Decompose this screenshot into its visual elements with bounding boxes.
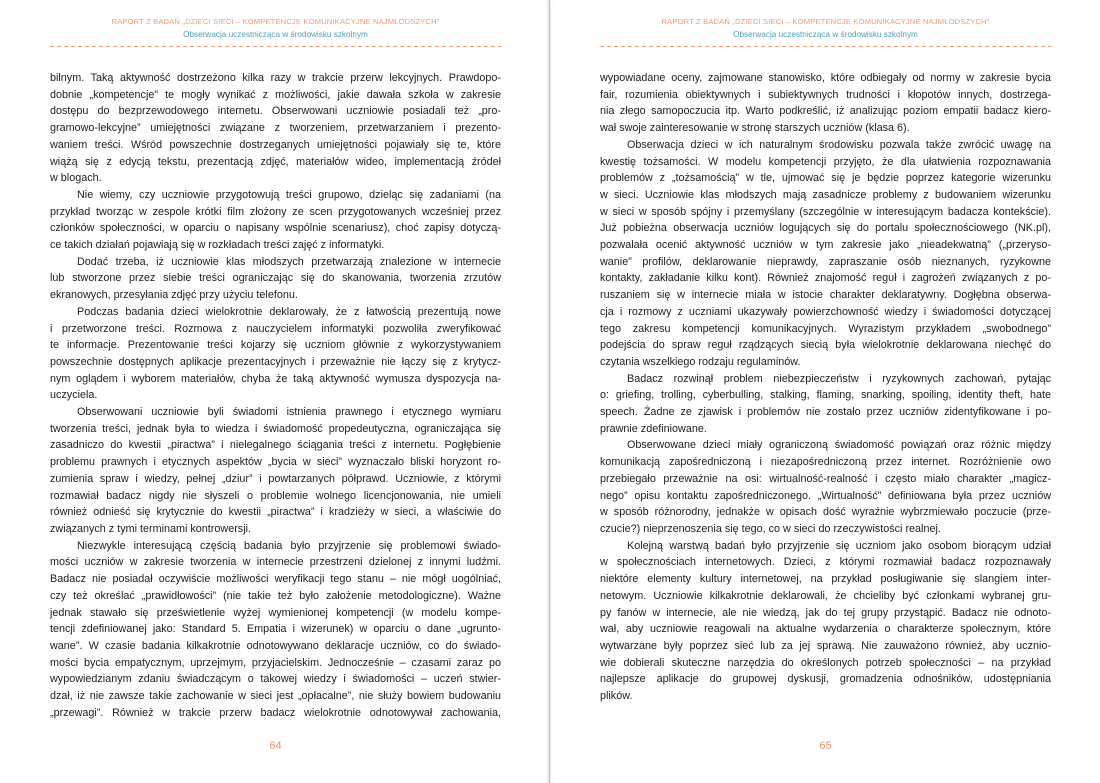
text-line: problemów z „tożsamością” w tle, ujmować się je będzie poprzez kategorie wizerunku [600,172,1051,185]
text-line: Obserwowane dzieci miały ograniczoną świadomość powiązań oraz różnic między [627,439,1051,452]
text-line: rozmawiał badacz nigdy nie słyszeli o problemie wolnego licencjonowania, nie umieli [50,489,501,502]
body-text [50,70,501,721]
text-line: niektóre elementy kultury internetowej, na przykład posługiwanie się slangiem inter- [600,573,1051,586]
text-line: kontakty, zakładanie kilku kont). Również znajomość reguł i zagrożeń związanych z po- [600,272,1051,285]
text-line: mości bycia empatycznym, uprzejmym, przyjacielskim. Jednocześnie – czasami zaraz po [50,656,501,669]
text-line: o: griefing, trolling, cyberbulling, stalking, flaming, snarking, spoiling, identity theft, hate [600,389,1051,402]
text-line: związanych z tymi terminami kontrowersji. [50,522,251,535]
text-line: jednak stawało się prześwietlenie wyżej wymienionej kompetencji (w modelu kompe- [50,606,501,619]
text-line: fair, rozumienia obiektywnych i subiektywnych trudności i kłopotów innych, dostrzega- [600,88,1051,101]
text-line: cja i rozmowy z uczniami ukazywały powierzchowność wiedzy i świadomości dotyczącej [600,305,1051,318]
text-line: komunikacją zapośredniczoną i niezapośredniczoną przez internet. Rozróżnienie owo [600,456,1051,469]
text-line: członków społeczności, w oparciu o napisany wspólnie scenariusz), choć zapisy dotyczą- [50,222,501,235]
text-line: wał, aby uczniowie reagowali na aktualne wydarzenia o charakterze społecznym, które [600,623,1051,636]
paragraph [600,70,1051,137]
text-line: pozwalała ocenić aktywność uczniów w tym zakresie jako „nieadekwatną” („przeryso- [600,239,1051,252]
text-line: wane”. W czasie badania kilkakrotnie odnotowywano deklaracje uczniów, co do świado- [50,639,501,652]
text-line: wał swoje zainteresowanie w stronę starszych uczniów (klasa 6). [600,122,910,135]
text-line: plików. [600,690,633,703]
text-line: czy też określać „prawidłowości” (nie takie też było założenie metodologiczne). Ważne [50,589,501,602]
paragraph [600,538,1051,705]
text-line: Już pobieżna obserwacja uczniów logujących się do portalu społecznościowego (NK.pl), [600,222,1051,235]
text-line: lub stworzone przez siebie treści ograniczając się do skanowania, tworzenia zrzutów [50,272,501,285]
text-line: Obserwowani uczniowie byli świadomi istnienia prawnego i etycznego wymiaru [77,406,501,419]
text-line: najlepsze aplikacje do grupowej dyskusji, gromadzenia odnośników, udostępniania [600,673,1051,686]
running-header-title: RAPORT Z BADAŃ „DZIECI SIECI – KOMPETENCJE KOMUNIKACYJNE NAJMŁODSZYCH” [661,17,990,26]
text-line: w sposób różnorodny, jednakże w opisach dość wyraźnie wybrzmiewało poczucie (prze- [600,506,1051,519]
paragraph [50,254,501,304]
text-line: problemu prawnych i etycznych aspektów „bycia w sieci” wyznaczało bliski horyzont ro- [50,456,501,469]
page-number: 64 [269,740,282,752]
text-line: nia złego samopoczucia itp. Warto podkreślić, iż analizując poziom empatii badacz kiero- [600,105,1051,118]
paragraph [50,70,501,187]
header-dashed-rule [600,46,1051,47]
text-line: ekranowych, przesyłania zdjęć przy użyciu telefonu. [50,289,298,302]
running-header-subtitle: Obserwacja uczestnicząca w środowisku szkolnym [733,30,918,39]
text-line: dzał, iż nie zawsze takie zachowanie w sieci jest „opłacalne”, nie służy bowiem budowaniu [50,690,501,703]
text-line: zasadniczo do kwestii „piractwa” i nielegalnego ściągania treści z internetu. Pogłębienie [50,439,501,452]
text-line: czytania wszelkiego rodzaju regulaminów. [600,355,801,368]
text-line: bilnym. Taką aktywność dostrzeżono kilka razy w trakcie przerw lekcyjnych. Prawdopo- [50,72,501,84]
text-line: ruszaniem się w internecie miała w istocie charakter deklaratywny. Dogłębna obserwa- [600,289,1051,302]
text-line: te informacje. Prezentowanie treści kojarzy się uczniom głównie z wykorzystywaniem [50,339,501,352]
text-line: powszechnie dostępnych aplikacje prezentacyjnych i przeważnie nie łączy się z krytycz- [50,355,501,368]
text-line: Kolejną warstwą badań było przyjrzenie się uczniom jako osobom biorącym udział [627,539,1051,552]
text-line: Nie wiemy, czy uczniowie przygotowują treści grupowo, dzieląc się zadaniami (na [77,188,501,201]
text-line: w sieci. Uczniowie klas młodszych mają zasadnicze problemy z budowaniem wizerunku [600,188,1051,201]
paragraph [50,538,501,722]
page-spine [549,0,550,783]
text-line: dobnie „kompetencje” te mogły wynikać z możliwości, jakie dawała szkoła w zakresie [50,88,501,101]
running-header-title: RAPORT Z BADAŃ „DZIECI SIECI – KOMPETENCJE KOMUNIKACYJNE NAJMŁODSZYCH” [111,17,440,26]
text-line: Podczas badania dzieci wielokrotnie deklarowały, że z łatwością prezentują nowe [77,305,501,318]
text-line: w blogach. [50,172,102,185]
text-line: tego zakresu kompetencji komunikacyjnych. Wyrazistym przykładem „swobodnego” [600,322,1051,335]
text-line: i przetworzone treści. Rozmowa z nauczycielem informatyki pozwoliła zweryfikować [50,322,501,335]
text-line: tencji zdefiniowanej jako: Standard 5. Empatia i wizerunek) w oparciu o dane „ugrunto- [50,623,501,636]
text-line: przebiegało przeważnie na osi: wirtualność-realność i często miało charakter „magicz- [600,472,1051,485]
paragraph [600,437,1051,537]
text-line: w społecznościach internetowych. Dzieci, z którymi rozmawiał badacz rozpoznawały [600,556,1051,569]
text-line: wiążą się z edycją tekstu, prezentacją zdjęć, materiałów wideo, implementacją źródeł [50,155,501,168]
text-line: kwestię tożsamości. W modelu kompetencji przyjęto, że dla ułatwienia rozpoznawania [600,155,1051,168]
page-number: 65 [819,740,832,752]
paragraph [600,137,1051,371]
text-line: przykład tworząc w zespole krótki film złożony ze scen przygotowanych wcześniej przez [50,205,501,218]
text-line: prawnie zdefiniowane. [600,422,707,435]
text-line: Niezwykle interesującą częścią badania było przyjrzenie się problemowi świado- [77,539,501,552]
text-line: wypowiedzianym zdaniu świadczącym o takowej wiedzy i świadomości – uczeń stwier- [50,673,501,686]
header-dashed-rule [50,46,501,47]
paragraph [50,404,501,538]
running-header [50,16,501,41]
text-line: tworzenia treści, jednak była to wiedza i świadomość propedeutyczna, ograniczająca się [50,422,501,435]
text-line: py fanów w internecie, ale nie wiedzą, jak do tej grupy przystąpić. Badacz nie odnoto- [600,606,1051,619]
text-line: czucie?) nieprzenoszenia się tego, co w sieci do rzeczywistości realnej. [600,522,941,535]
text-line: ce takich działań pojawiają się w rozkładach treści zajęć z informatyki. [50,239,385,252]
text-line: wie dobierali skuteczne narzędzia do określonych potrzeb społeczności – na przykład [600,656,1051,669]
text-line: również odnieść się krytycznie do kwestii „piractwa” i kradzieży w sieci, a właściwie do [50,506,501,519]
page-right [550,0,1100,783]
text-line: Badacz rozwinął problem niebezpieczeństw i ryzykownych zachowań, pytając [627,372,1051,385]
text-line: zumienia spraw i wiedzy, pełnej „dziur” i powtarzanych półprawd. Uczniowie, z którymi [50,472,501,485]
text-line: podejścia do spraw reguł rządzących siecią była wielokrotnie deklarowana niechęć do [600,339,1051,352]
text-line: wytwarzane były poprzez sieć lub za jej sprawą. Nie zauważono również, aby ucznio- [600,639,1051,652]
text-line: mości uczniów w zakresie tworzenia w internecie przestrzeni dzielonej z innymi ludźmi. [50,556,501,569]
text-line: nym oglądem i wyborem materiałów, chyba że taką aktywność wymusza dyspozycja na- [50,372,501,385]
text-line: netowym. Uczniowie kilkakrotnie deklarowali, że chcieliby być członkami wybranej gru- [600,589,1051,602]
text-line: waniem treści. Wśród powszechnie dostrzeganych umiejętności pojawiały się te, które [50,138,501,151]
text-line: nego” opisu kontaktu zapośredniczonego. „Wirtualność” definiowana była przez uczniów [600,489,1051,502]
text-line: gramowo-lekcyjne” umiejętności związane z tworzeniem, przetwarzaniem i prezento- [50,122,501,135]
text-line: Dodać trzeba, iż uczniowie klas młodszych przetwarzają znalezione w internecie [77,255,501,268]
text-line: wanie” profilów, deklarowanie nieprawdy, zapraszanie osób nieznanych, ryzykowne [600,255,1051,268]
text-line: uczyciela. [50,389,98,402]
paragraph [50,304,501,404]
text-line: w sieci w sposób spójny i przemyślany (szczególnie w interesującym badacza kontekście). [600,205,1051,218]
text-line: wypowiadane oceny, zajmowane stanowisko, które odbiegały od normy w zakresie bycia [600,72,1051,84]
running-header [600,16,1051,41]
text-line: dostępu do bezprzewodowego internetu. Obserwowani uczniowie posiadali też „pro- [50,105,501,118]
running-header-subtitle: Obserwacja uczestnicząca w środowisku szkolnym [183,30,368,39]
paragraph [600,371,1051,438]
paragraph [50,187,501,254]
text-line: Badacz nie posiadał oczywiście możliwości weryfikacji tego stanu – nie mógł uogólniać, [50,573,501,586]
text-line: Obserwacja dzieci w ich naturalnym środowisku pozwala także zwrócić uwagę na [627,138,1051,151]
body-text [600,70,1051,705]
text-line: speech. Żadne ze zjawisk i problemów nie zostało przez uczniów zidentyfikowane i po- [600,406,1051,419]
text-line: „przewagi”. Również w trakcie przerw badacz wielokrotnie odnotowywał zachowania, [50,706,501,719]
